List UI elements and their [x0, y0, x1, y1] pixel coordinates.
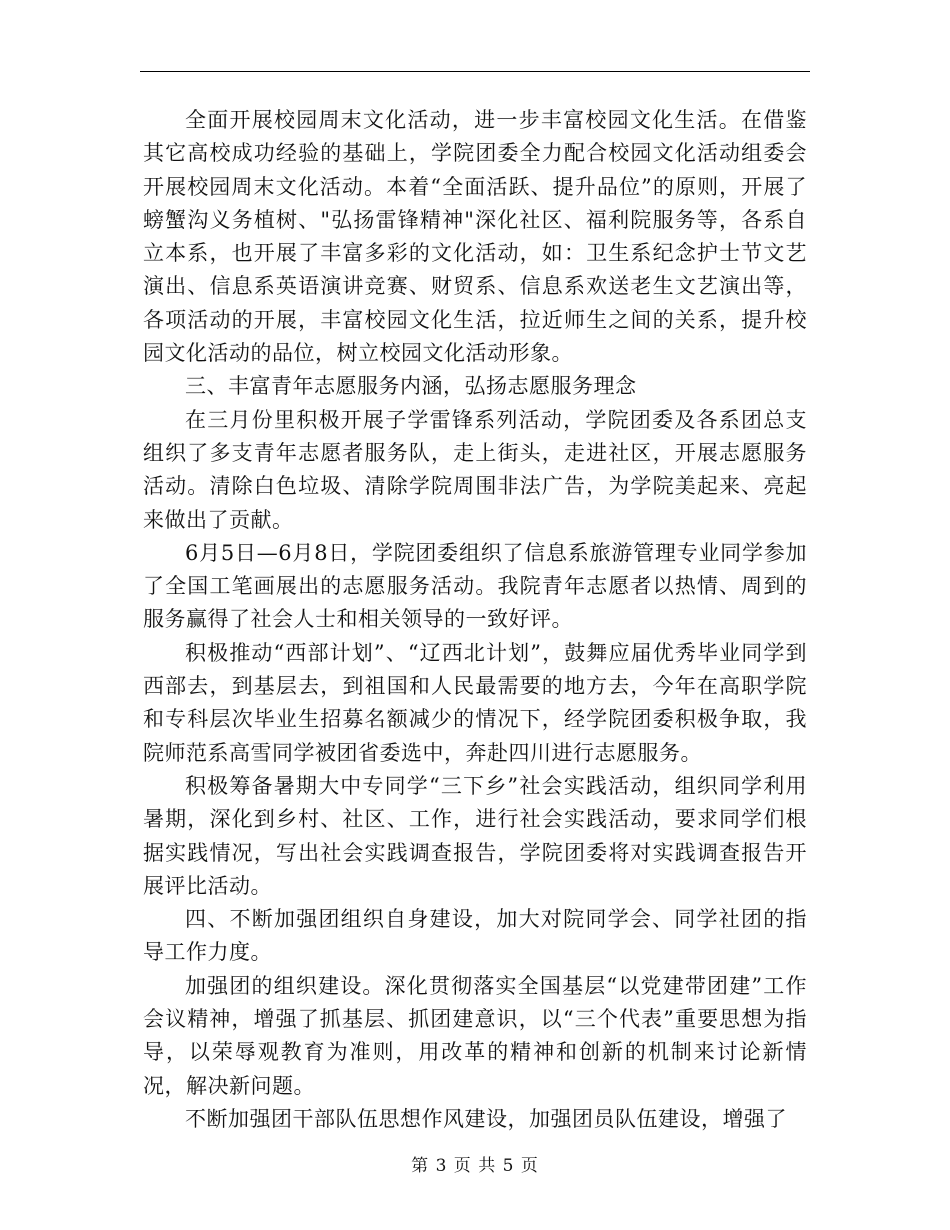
paragraph-lei-feng-activities: 在三月份里积极开展子学雷锋系列活动，学院团委及各系团总支组织了多支青年志愿者服务队，走上街头，走进社区，开展志愿服务活动。清除白色垃圾、清除学院周围非法广告，为学院美起来、亮起来做出了贡献。: [143, 407, 807, 532]
page-number-footer: 第 3 页 共 5 页: [411, 1156, 539, 1176]
section-heading-volunteer-service: 三、丰富青年志愿服务内涵，弘扬志愿服务理念: [185, 374, 637, 399]
paragraph-western-plan: 积极推动“西部计划”、“辽西北计划”，鼓舞应届优秀毕业同学到西部去，到基层去，到祖国和人民最需要的地方去，今年在高职学院和专科层次毕业生招募名额减少的情况下，经学院团委积极争取，我院师范系高雪同学被团省委选中，奔赴四川进行志愿服务。: [143, 640, 807, 765]
paragraph-painting-exhibition: 6月5日—6月8日，学院团委组织了信息系旅游管理专业同学参加了全国工笔画展出的志愿服务活动。我院青年志愿者以热情、周到的服务赢得了社会人士和相关领导的一致好评。: [143, 540, 807, 632]
paragraph-campus-culture: 全面开展校园周末文化活动，进一步丰富校园文化生活。在借鉴其它高校成功经验的基础上，学院团委全力配合校园文化活动组委会开展校园周末文化活动。本着“全面活跃、提升品位”的原则，开展了螃蟹沟义务植树、"弘扬雷锋精神"深化社区、福利院服务等，各系自立本系，也开展了丰富多彩的文化活动，如：卫生系纪念护士节文艺演出、信息系英语演讲竞赛、财贸系、信息系欢送老生文艺演出等，各项活动的开展，丰富校园文化生活，拉近师生之间的关系，提升校园文化活动的品位，树立校园文化活动形象。: [143, 108, 807, 366]
paragraph-organization-building: 加强团的组织建设。深化贯彻落实全国基层“以党建带团建”工作会议精神，增强了抓基层、抓团建意识，以“三个代表”重要思想为指导，以荣辱观教育为准则，用改革的精神和创新的机制来讨论新情况，解决新问题。: [143, 973, 807, 1098]
paragraph-cadre-team: 不断加强团干部队伍思想作风建设，加强团员队伍建设，增强了: [185, 1106, 787, 1131]
section-heading-organization-building: 四、不断加强团组织自身建设，加大对院同学会、同学社团的指导工作力度。: [143, 907, 807, 965]
paragraph-summer-practice: 积极筹备暑期大中专同学“三下乡”社会实践活动，组织同学利用暑期，深化到乡村、社区、工作，进行社会实践活动，要求同学们根据实践情况，写出社会实践调查报告，学院团委将对实践调查报告开展评比活动。: [143, 773, 807, 898]
header-rule: [140, 71, 810, 72]
document-body: [143, 104, 807, 1136]
